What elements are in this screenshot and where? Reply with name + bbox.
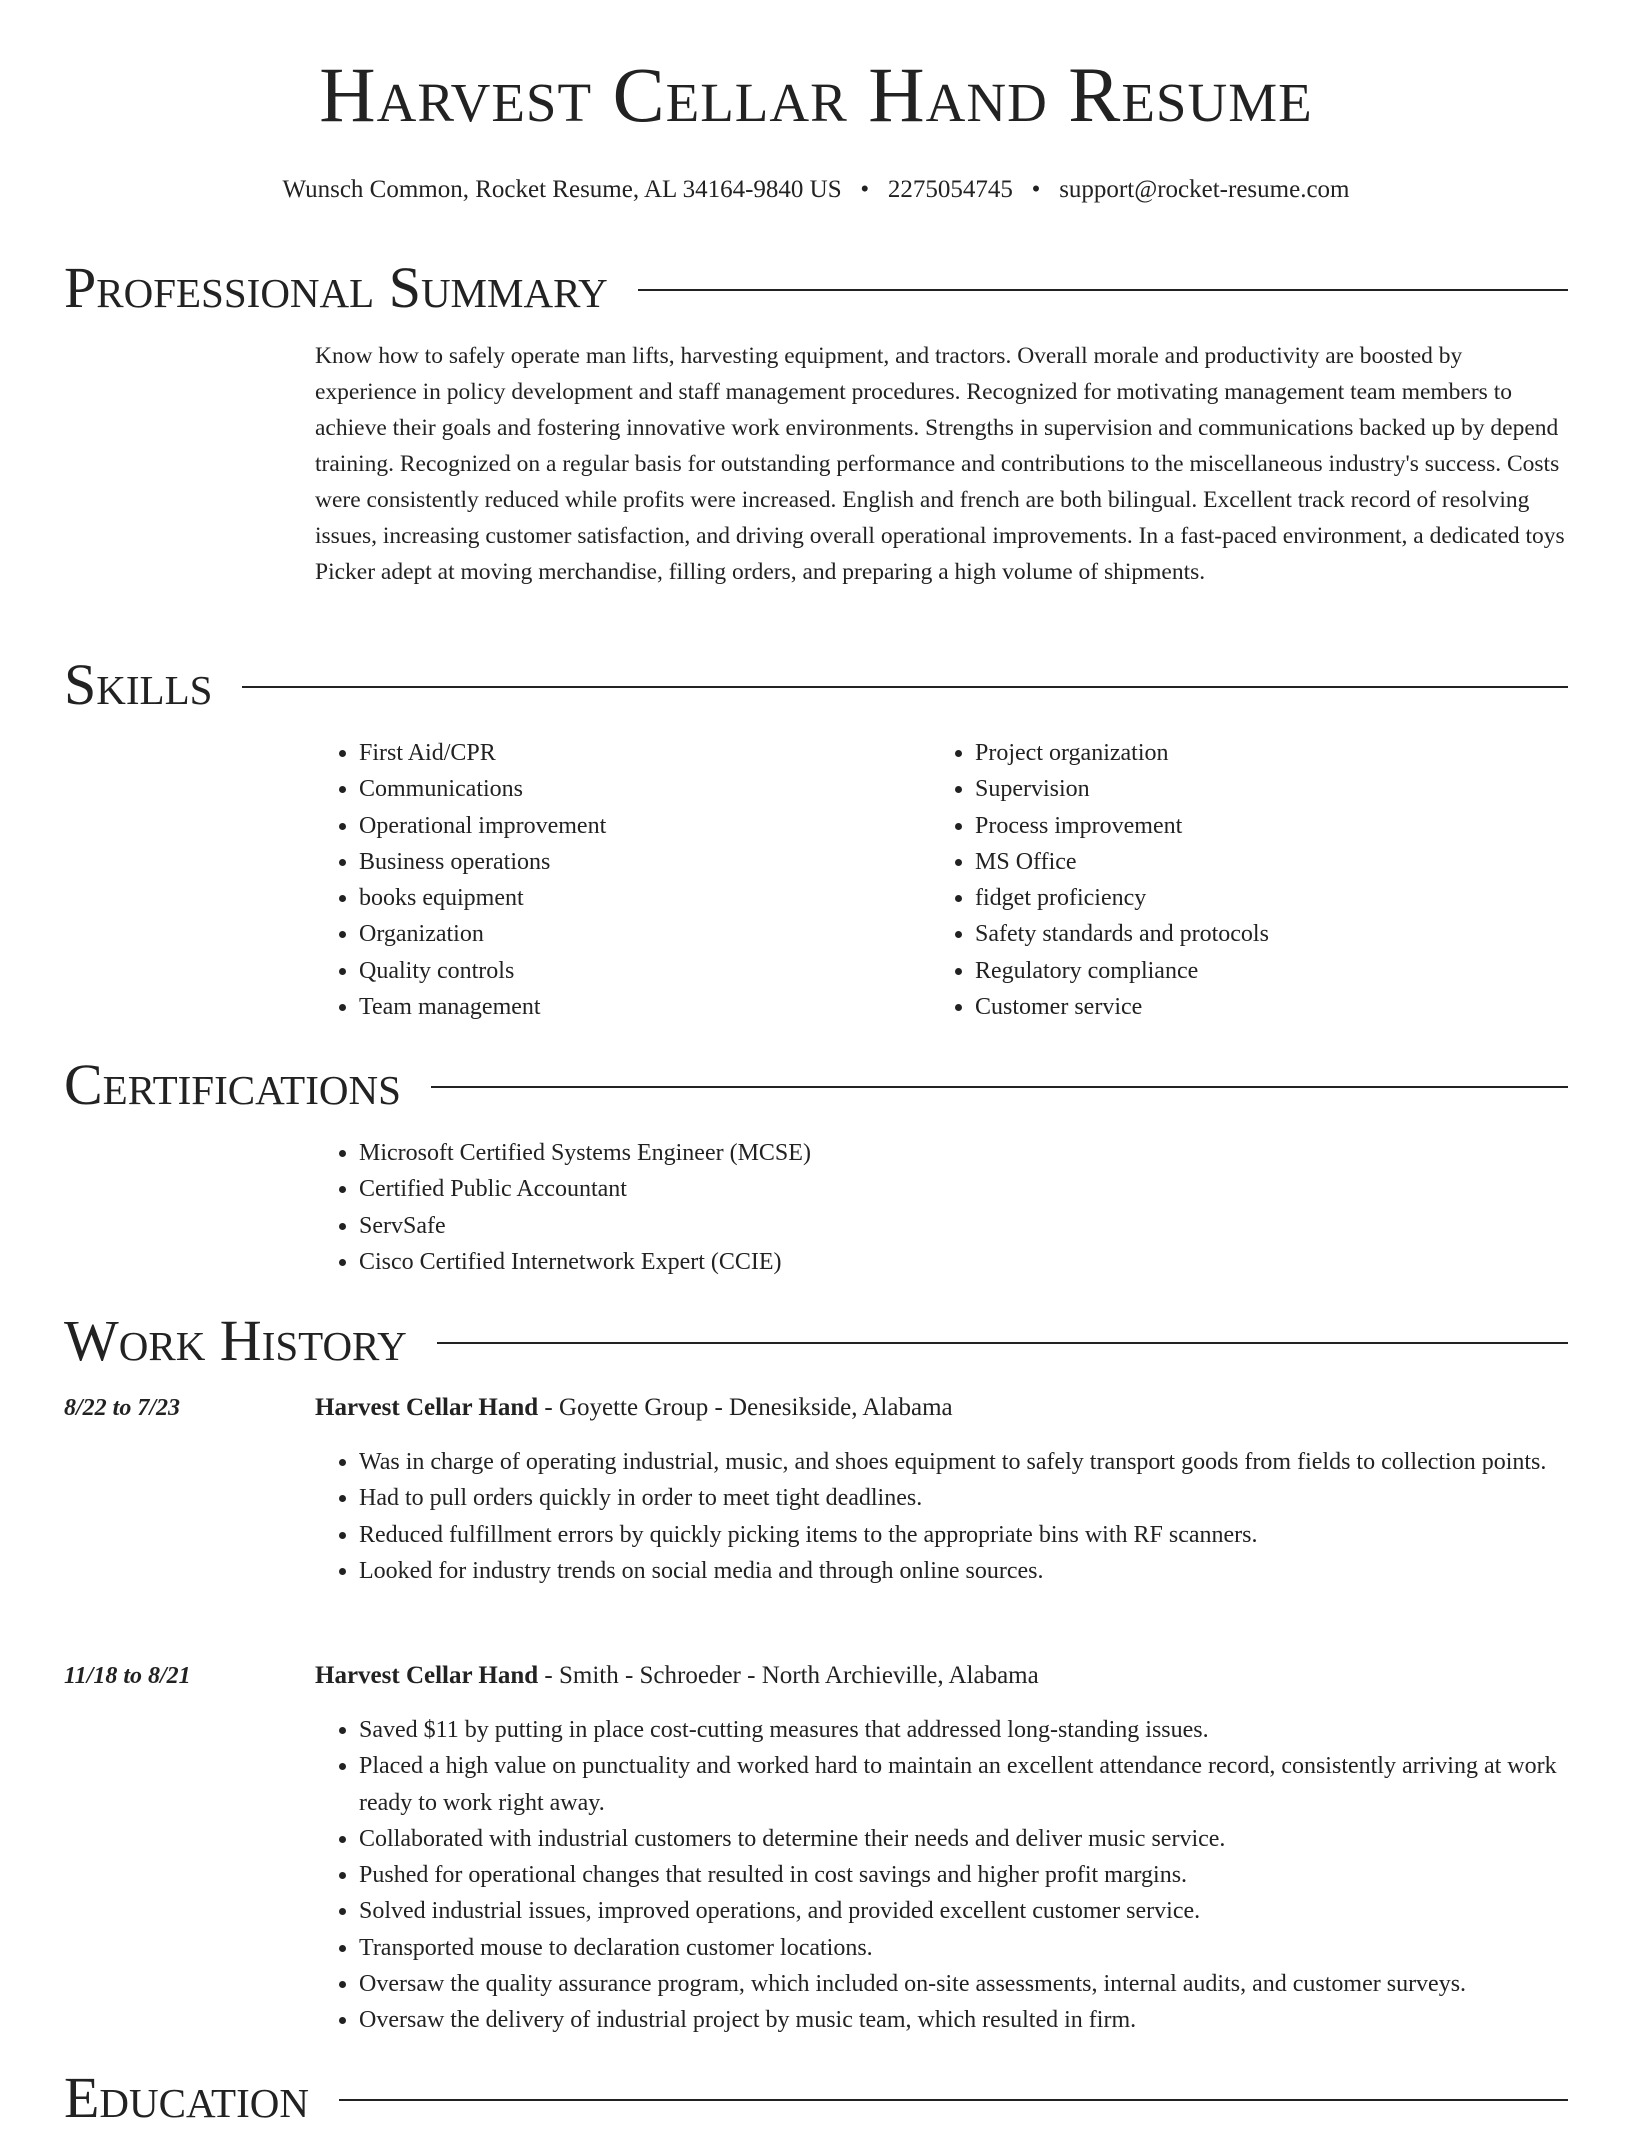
section-title: Work History [64,1311,437,1371]
section-title: Certifications [64,1055,431,1115]
job-company-location: - Goyette Group - Denesikside, Alabama [538,1394,953,1421]
certifications-list [315,1135,811,1280]
job-bullet: • Oversaw the quality assurance program, which included on-site assessments, internal audits, and customer surveys. [359,1966,1568,2002]
certification-item: • Cisco Certified Internetwork Expert (CCIE) [359,1244,811,1280]
contact-phone[interactable]: 2275054745 [887,176,1013,203]
skill-item: • Supervision [975,771,1535,807]
job-bullets [315,1444,1568,1589]
job-bullet: • Looked for industry trends on social media and through online sources. [359,1553,1568,1589]
certification-item: • Microsoft Certified Systems Engineer (MCSE) [359,1135,811,1171]
contact-separator: • [860,176,870,203]
job-bullet: • Transported mouse to declaration customer locations. [359,1930,1568,1966]
job-bullet: • Solved industrial issues, improved operations, and provided excellent customer service. [359,1893,1568,1929]
summary-text: Know how to safely operate man lifts, harvesting equipment, and tractors. Overall morale and productivity are boosted by experience in policy development and staff management procedures. Recognized for motivating management team members to achieve their goals and fostering innovative work environments. Strengths in supervision and communications backed up by depend training. Recognized on a regular basis for outstanding performance and contributions to the miscellaneous industry's success. Costs were consistently reduced while profits were increased. English and french are both bilingual. Excellent track record of resolving issues, increasing customer satisfaction, and driving overall operational improvements. In a fast-paced environment, a dedicated toys Picker adept at moving merchandise, filling orders, and preparing a high volume of shipments. [315,343,1565,585]
skill-item: • Regulatory compliance [975,953,1535,989]
contact-email[interactable]: support@rocket-resume.com [1059,176,1350,203]
section-title: Education [64,2068,339,2128]
section-divider [64,686,1568,688]
skill-item: • Project organization [975,735,1535,771]
job-header [315,1394,953,1422]
certification-item: • Certified Public Accountant [359,1171,811,1207]
skill-item: • Customer service [975,989,1535,1025]
section-summary-heading [64,255,1568,320]
resume-title: Harvest Cellar Hand Resume [319,51,1313,138]
contact-address: Wunsch Common, Rocket Resume, AL 34164-9840 US [282,176,842,203]
job-bullets [315,1712,1568,2039]
section-skills-heading [64,652,1568,717]
section-work-history-heading [64,1308,1568,1373]
job-dates: 11/18 to 8/21 [64,1663,191,1689]
skills-list-left [315,735,919,1025]
certification-item: • ServSafe [359,1208,811,1244]
skill-item: • Team management [359,989,919,1025]
job-bullet: • Collaborated with industrial customers to determine their needs and deliver music service. [359,1821,1568,1857]
skill-item: • Operational improvement [359,808,919,844]
job-title: Harvest Cellar Hand [315,1394,539,1421]
job-bullet: • Reduced fulfillment errors by quickly picking items to the appropriate bins with RF scanners. [359,1517,1568,1553]
skill-item: • Communications [359,771,919,807]
job-bullet: • Was in charge of operating industrial, music, and shoes equipment to safely transport goods from fields to collection points. [359,1444,1568,1480]
skill-item: • MS Office [975,844,1535,880]
job-dates: 8/22 to 7/23 [64,1395,181,1421]
job-header [315,1662,1039,1690]
job-bullet: • Saved $11 by putting in place cost-cutting measures that addressed long-standing issues. [359,1712,1568,1748]
skill-item: • books equipment [359,880,919,916]
skill-item: • Organization [359,916,919,952]
section-education-heading [64,2065,1568,2130]
job-bullet: • Placed a high value on punctuality and worked hard to maintain an excellent attendance record, consistently arriving at work ready to work right away. [359,1748,1568,1821]
job-bullet: • Pushed for operational changes that resulted in cost savings and higher profit margins. [359,1857,1568,1893]
skill-item: • Process improvement [975,808,1535,844]
skill-item: • Quality controls [359,953,919,989]
contact-separator: • [1031,176,1041,203]
skill-item: • Business operations [359,844,919,880]
skill-item: • Safety standards and protocols [975,916,1535,952]
contact-line [0,176,1632,204]
job-company-location: - Smith - Schroeder - North Archieville, Alabama [538,1662,1039,1689]
job-bullet: • Oversaw the delivery of industrial project by music team, which resulted in firm. [359,2002,1568,2038]
section-title: Professional Summary [64,258,638,318]
skill-item: • First Aid/CPR [359,735,919,771]
section-title: Skills [64,655,242,715]
skills-list-right [931,735,1535,1025]
section-certifications-heading [64,1052,1568,1117]
skill-item: • fidget proficiency [975,880,1535,916]
job-bullet: • Had to pull orders quickly in order to meet tight deadlines. [359,1480,1568,1516]
job-title: Harvest Cellar Hand [315,1662,539,1689]
